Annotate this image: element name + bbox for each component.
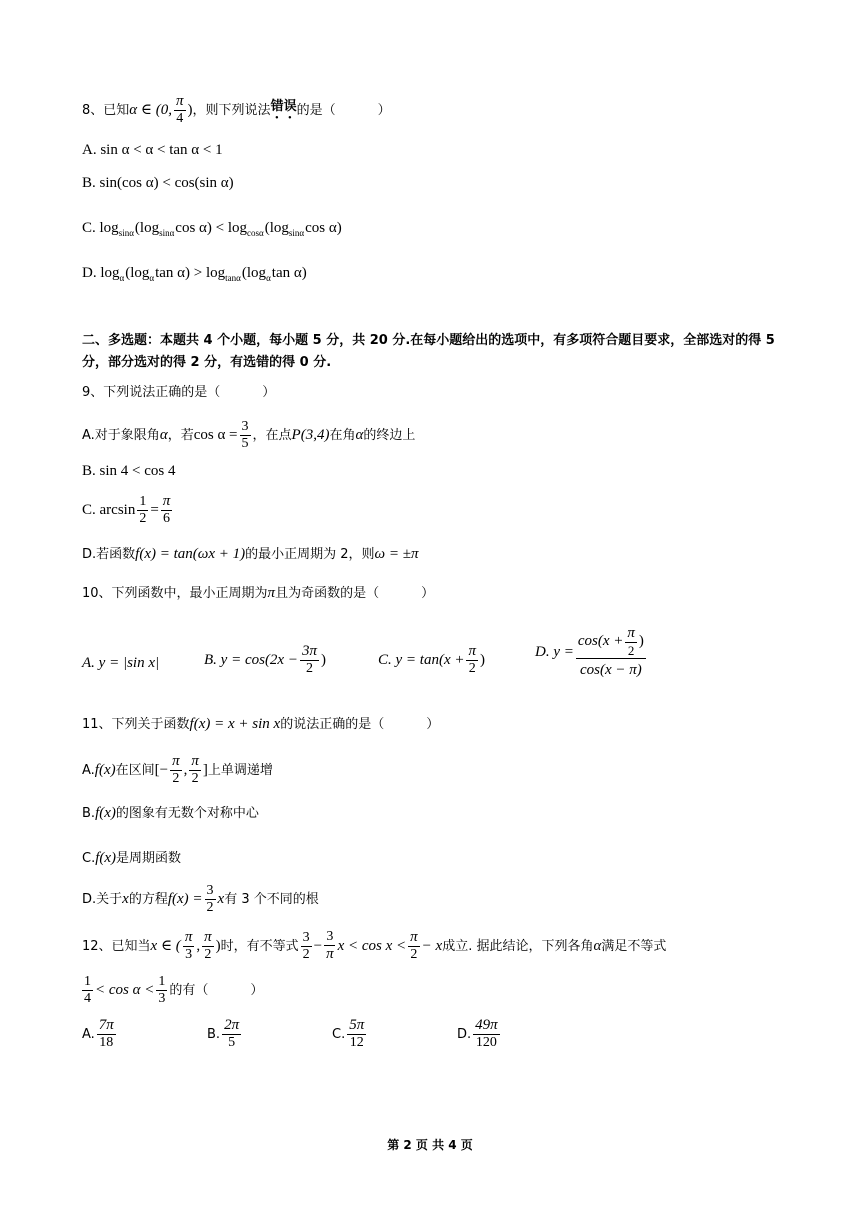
page-footer: 第 2 页 共 4 页	[387, 1138, 473, 1152]
q12-option-a: A. $\frac{7\pi}{18}$	[82, 1017, 114, 1050]
q8-alpha-range: α ∈ (0,	[129, 101, 173, 118]
q11-stem: 11、下列关于函数 f(x) = x + sin x 的说法正确的是（ ）	[82, 716, 440, 732]
q10-option-b: B. y = cos(2x − $\frac{3\pi}{2}$ )	[204, 643, 326, 676]
q8-stem-text-2: ，则下列说法	[192, 102, 271, 118]
q12-option-b: B. $\frac{2\pi}{5}$	[207, 1017, 240, 1050]
q9-option-b: B. sin 4 < cos 4	[82, 463, 176, 479]
q9-option-c: C. arcsin $\frac{1}{2}$ = $\frac{\pi}{6}$	[82, 493, 171, 526]
q8-option-d: D. log α (log α tan α) > log tanα (log α tan α)	[82, 265, 307, 283]
q9-option-a: A.对于象限角 α ，若 cos α = $\frac{3}{5}$ ，在点 P(3,4) 在角 α 的终边上	[82, 419, 416, 451]
q8-option-c: C. log sinα (log sinα cos α) < log cosα (log sinα cos α)	[82, 220, 342, 238]
q8-stem-text: 已知	[103, 102, 130, 118]
q11-option-a: A. f(x) 在区间 [− $\frac{\pi}{2}$ , $\frac{\pi}{2}$ ] 上单调递增	[82, 753, 273, 786]
q11-option-c: C. f(x) 是周期函数	[82, 850, 182, 866]
q10-option-c: C. y = tan(x + $\frac{\pi}{2}$ )	[378, 643, 485, 676]
q8-option-b: B. sin(cos α) < cos(sin α)	[82, 175, 234, 191]
q8-emphasis: 错误	[270, 98, 297, 114]
q10-option-a: A. y = |sin x|	[82, 655, 160, 671]
q8-number: 8、	[82, 102, 104, 118]
q12-stem-line2: $\frac{1}{4}$ < cos α < $\frac{1}{3}$ 的有（ ）	[84, 974, 264, 1006]
q9-stem: 9、下列说法正确的是（ ）	[82, 385, 276, 400]
q12-option-d: D. $\frac{49\pi}{120}$	[457, 1017, 498, 1050]
q12-stem: 12、已知当 x ∈ ( $\frac{\pi}{3}$ , $\frac{\pi}{2}$ ) 时，有不等式 $\frac{3}{2}$ − $\frac{3}{\pi}$ x < cos x < $\frac{\pi}{2}$ − x 成立. 据此结论，下列各角 α 满足不等式	[82, 929, 667, 962]
q8-pi-over-4: $\frac{\pi}{4}$	[176, 93, 184, 126]
q10-option-d: D. y = cos(x + $\frac{\pi}{2}$ ) cos(x − π)	[535, 625, 644, 678]
q8-stem-close: ）	[377, 102, 391, 118]
q11-option-d: D.关于 x 的方程 f(x) = $\frac{3}{2}$ x 有 3 个不同的根	[82, 883, 319, 915]
q8-option-a: A. sin α < α < tan α < 1	[82, 142, 223, 158]
q11-option-b: B. f(x) 的图象有无数个对称中心	[82, 805, 259, 821]
q8-stem-text-3: 的是（	[296, 102, 336, 118]
q12-option-c: C. $\frac{5\pi}{12}$	[332, 1017, 365, 1050]
q10-stem: 10、下列函数中，最小正周期为 π 且为奇函数的是（ ）	[82, 585, 435, 601]
q9-option-d: D.若函数 f(x) = tan(ωx + 1) 的最小正周期为 2，则 ω = ±π	[82, 546, 419, 562]
section-2-heading: 二、多选题：本题共 4 个小题，每小题 5 分，共 20 分.在每小题给出的选项中，有多项符合题目要求，全部选对的得 5 分，部分选对的得 2 分，有选错的得 0 分.	[82, 333, 775, 370]
q8-close: )	[187, 101, 193, 118]
q8-stem	[82, 94, 391, 126]
